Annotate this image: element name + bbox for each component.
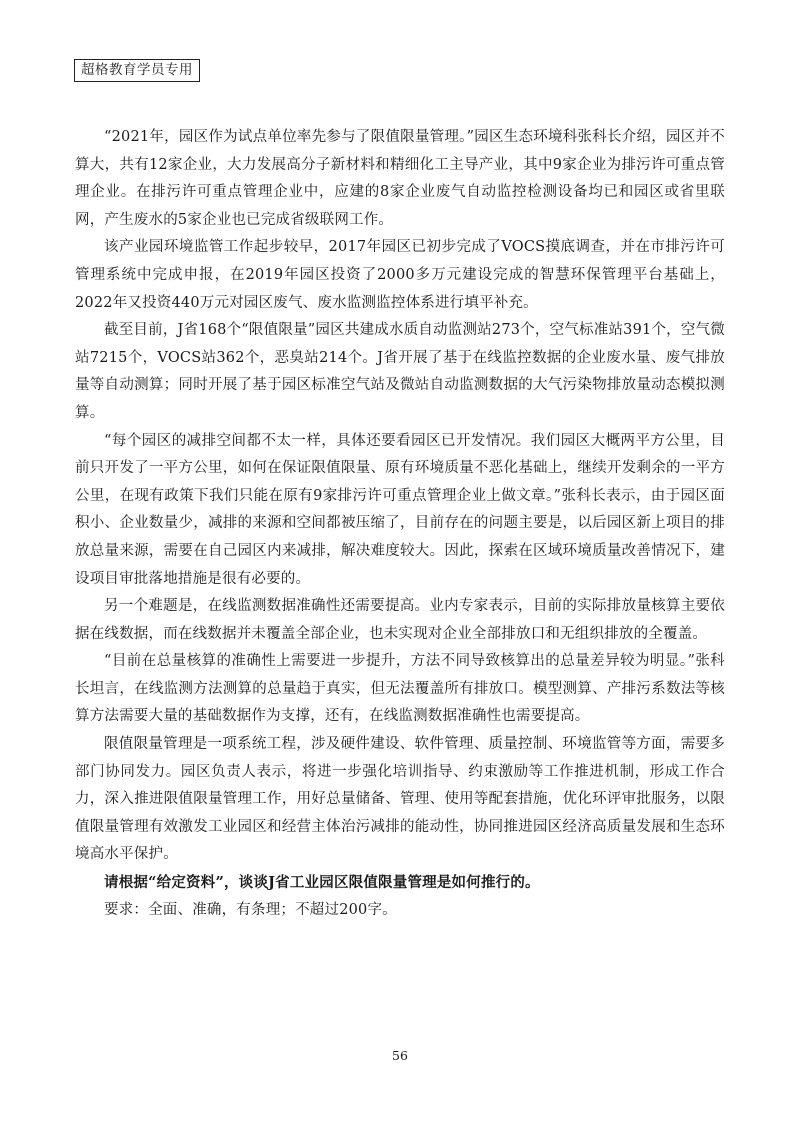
- question-prompt: 请根据“给定资料”，谈谈J省工业园区限值限量管理是如何推行的。: [104, 874, 540, 892]
- page-number: 56: [392, 1048, 408, 1063]
- paragraph-6: “目前在总量核算的准确性上需要进一步提升，方法不同导致核算出的总量差异较为明显。”张科长坦言，在线监测方法测算的总量趋于真实，但无法覆盖所有排放口。模型测算、产排污系数法等核算方法需要大量的基础数据作为支撑，还有，在线监测数据准确性也需要提高。: [75, 653, 725, 725]
- paragraph-2: 该产业园环境监管工作起步较早，2017年园区已初步完成了VOCS摸底调查，并在市排污许可管理系统中完成申报，在2019年园区投资了2000多万元建设完成的智慧环保管理平台基础上，2022年又投资440万元对园区废气、废水监测监控体系进行填平补充。: [75, 239, 725, 311]
- paragraph-5: 另一个难题是，在线监测数据准确性还需要提高。业内专家表示，目前的实际排放量核算主要依据在线数据，而在线数据并未覆盖全部企业，也未实现对企业全部排放口和无组织排放的全覆盖。: [75, 598, 725, 642]
- paragraph-4: “每个园区的减排空间都不太一样，具体还要看园区已开发情况。我们园区大概两平方公里，目前只开发了一平方公里，如何在保证限值限量、原有环境质量不恶化基础上，继续开发剩余的一平方公里，在现有政策下我们只能在原有9家排污许可重点管理企业上做文章。”张科长表示，由于园区面积小、企业数量少，减排的来源和空间都被压缩了，目前存在的问题主要是，以后园区新上项目的排放总量来源，需要在自己园区内来减排，解决难度较大。因此，探索在区域环境质量改善情况下，建设项目审批落地措施是很有必要的。: [75, 432, 725, 587]
- paragraph-1: “2021年，园区作为试点单位率先参与了限值限量管理。”园区生态环境科张科长介绍，园区并不算大，共有12家企业，大力发展高分子新材料和精细化工主导产业，其中9家企业为排污许可重点管理企业。在排污许可重点管理企业中，应建的8家企业废气自动监控检测设备均已和园区或省里联网，产生废水的5家企业也已完成省级联网工作。: [75, 129, 725, 228]
- paragraph-3: 截至目前，J省168个“限值限量”园区共建成水质自动监测站273个，空气标准站391个，空气微站7215个，VOCS站362个，恶臭站214个。J省开展了基于在线监控数据的企业废水量、废气排放量等自动测算；同时开展了基于园区标准空气站及微站自动监测数据的大气污染物排放量动态模拟测算。: [75, 322, 725, 421]
- document-body: [75, 124, 725, 924]
- answer-requirement: 要求：全面、准确，有条理；不超过200字。: [104, 901, 397, 918]
- watermark-stamp: 超格教育学员专用: [74, 59, 200, 82]
- paragraph-7: 限值限量管理是一项系统工程，涉及硬件建设、软件管理、质量控制、环境监管等方面，需要多部门协同发力。园区负责人表示，将进一步强化培训指导、约束激励等工作推进机制，形成工作合力，深入推进限值限量管理工作，用好总量储备、管理、使用等配套措施，优化环评审批服务，以限值限量管理有效激发工业园区和经营主体治污减排的能动性，协同推进园区经济高质量发展和生态环境高水平保护。: [75, 736, 725, 863]
